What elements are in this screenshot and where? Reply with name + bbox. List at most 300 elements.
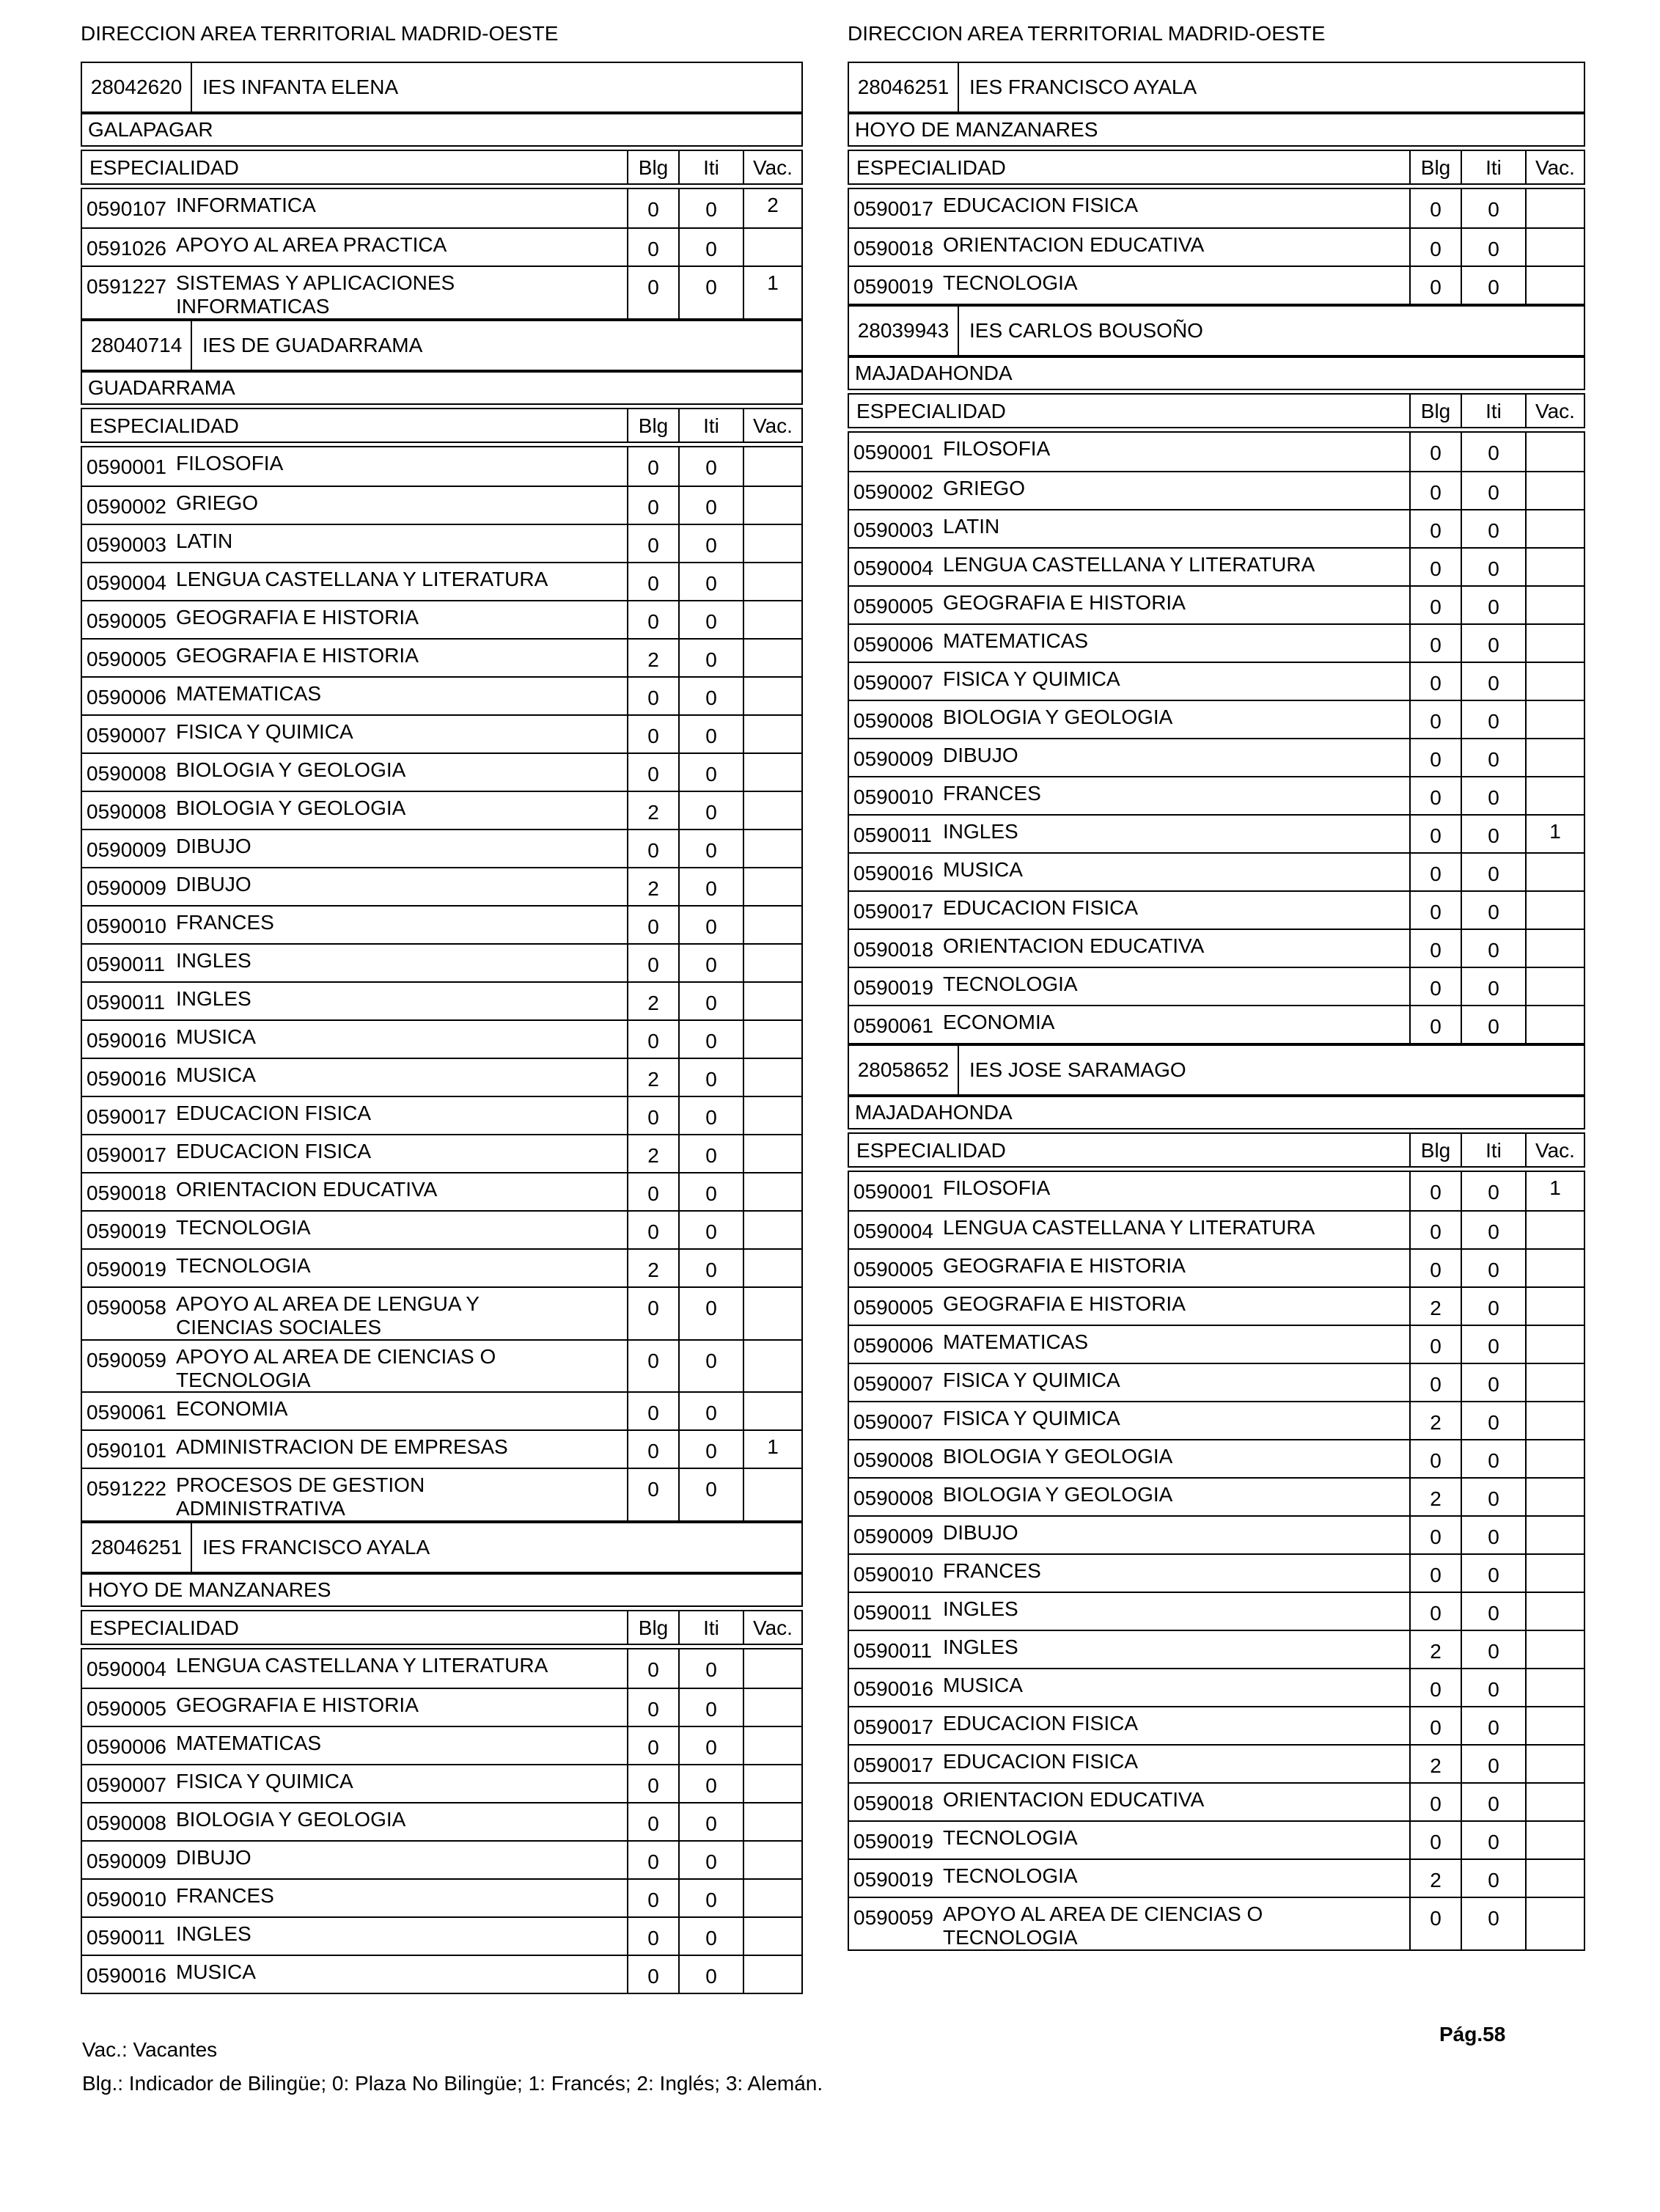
vac-value [1525, 1006, 1584, 1043]
especialidad-code: 0590010 [87, 1888, 167, 1911]
vac-value [1525, 1440, 1584, 1477]
especialidad-label: APOYO AL AREA PRACTICA [176, 233, 447, 256]
table-row [82, 943, 801, 981]
especialidad-code: 0590011 [87, 1926, 165, 1949]
especialidad-cell [82, 792, 627, 829]
vac-value [743, 1393, 801, 1429]
municipality-name: GALAPAGAR [88, 118, 213, 141]
vac-value [743, 1727, 801, 1764]
blg-value: 0 [1409, 472, 1461, 509]
vac-value: 1 [1525, 1172, 1584, 1210]
table-row [82, 638, 801, 676]
especialidad-cell [82, 1212, 627, 1248]
vac-value [743, 525, 801, 562]
school-header-row [848, 305, 1585, 356]
column-header-blg: Blg [1409, 151, 1461, 183]
especialidad-cell [82, 525, 627, 562]
table-row [849, 852, 1584, 890]
especialidad-label: GEOGRAFIA E HISTORIA [943, 1292, 1186, 1315]
especialidad-code: 0590011 [853, 1639, 932, 1662]
school-code: 28042620 [82, 63, 192, 111]
especialidad-code: 0590016 [87, 1066, 167, 1090]
especialidad-code: 0590004 [87, 571, 167, 594]
school-name: IES FRANCISCO AYALA [969, 76, 1197, 98]
iti-value: 0 [678, 1803, 743, 1840]
table-row [849, 700, 1584, 738]
vac-value [1525, 739, 1584, 776]
vac-value [743, 1212, 801, 1248]
especialidad-code: 0590018 [853, 1792, 934, 1814]
blg-value: 0 [627, 1689, 678, 1726]
table-row [82, 1916, 801, 1955]
vac-value [743, 1880, 801, 1916]
vac-value [1525, 1746, 1584, 1782]
especialidad-cell [849, 433, 1409, 471]
especialidad-cell [82, 1431, 627, 1468]
especialidad-code: 0590007 [853, 1410, 934, 1433]
column-header-blg: Blg [1409, 395, 1461, 427]
especialidad-code: 0590018 [853, 237, 934, 260]
blg-value: 0 [1409, 1250, 1461, 1286]
especialidad-cell [849, 1631, 1409, 1668]
table-row [82, 1764, 801, 1802]
school-name: IES FRANCISCO AYALA [202, 1536, 430, 1559]
especialidad-label: FISICA Y QUIMICA [176, 719, 353, 743]
especialidad-code: 0590010 [853, 785, 934, 808]
especialidad-cell [849, 1707, 1409, 1744]
vac-value [1525, 1212, 1584, 1248]
especialidad-label: MATEMATICAS [943, 629, 1089, 652]
iti-value: 0 [678, 754, 743, 791]
iti-value: 0 [1461, 1746, 1525, 1782]
especialidad-label: BIOLOGIA Y GEOLOGIA [176, 758, 406, 781]
especialidad-label: FISICA Y QUIMICA [943, 1407, 1120, 1429]
especialidad-label: ADMINISTRACION DE EMPRESAS [176, 1435, 508, 1459]
especialidad-label: PROCESOS DE GESTION ADMINISTRATIVA [176, 1473, 425, 1520]
table-header-row [848, 150, 1585, 185]
especialidad-label: DIBUJO [943, 1521, 1018, 1544]
especialidad-code: 0590008 [853, 1449, 934, 1471]
especialidad-cell [849, 267, 1409, 304]
school-block [81, 320, 803, 1522]
especialidad-label: APOYO AL AREA DE LENGUA Y CIENCIAS SOCIALES [176, 1292, 480, 1338]
blg-value: 0 [627, 447, 678, 486]
vac-value [1525, 1326, 1584, 1363]
especialidad-label: GEOGRAFIA E HISTORIA [176, 1693, 419, 1717]
iti-value: 0 [1461, 1326, 1525, 1363]
school-block [848, 62, 1585, 305]
especialidad-cell [82, 1727, 627, 1764]
especialidad-label: DIBUJO [176, 872, 251, 896]
especialidad-label: FRANCES [943, 1559, 1041, 1582]
column-header-especialidad: ESPECIALIDAD [856, 1139, 1006, 1162]
vac-value: 1 [743, 1431, 801, 1468]
table-row [849, 1744, 1584, 1782]
column-header-vac: Vac. [743, 1611, 801, 1644]
table-header-row [81, 1610, 803, 1645]
iti-value: 0 [1461, 1669, 1525, 1706]
municipality-name: HOYO DE MANZANARES [88, 1578, 331, 1602]
especialidad-cell [849, 892, 1409, 929]
column-header-blg: Blg [627, 409, 678, 442]
especialidad-label: TECNOLOGIA [943, 1864, 1078, 1887]
blg-value: 0 [627, 1918, 678, 1955]
especialidad-cell [849, 1364, 1409, 1401]
page-title: DIRECCION AREA TERRITORIAL MADRID-OESTE [848, 22, 1326, 45]
especialidad-label: GEOGRAFIA E HISTORIA [176, 643, 419, 667]
especialidad-cell [82, 1097, 627, 1134]
blg-value: 0 [627, 1842, 678, 1878]
especialidad-code: 0590001 [853, 1180, 934, 1203]
vac-value [1525, 1517, 1584, 1553]
school-header-row [848, 1044, 1585, 1096]
iti-value: 0 [1461, 1707, 1525, 1744]
iti-value: 0 [1461, 549, 1525, 585]
blg-value: 0 [627, 945, 678, 981]
table-row [849, 1286, 1584, 1325]
especialidad-code: 0590007 [853, 1372, 934, 1395]
vac-value [1525, 1479, 1584, 1515]
especialidad-code: 0590016 [87, 1028, 167, 1052]
column-header-iti: Iti [678, 151, 743, 183]
table-row [82, 1172, 801, 1210]
table-row [82, 829, 801, 867]
table-row [82, 1878, 801, 1916]
especialidad-label: FISICA Y QUIMICA [943, 1369, 1120, 1391]
blg-value: 2 [1409, 1860, 1461, 1897]
especialidad-code: 0590107 [87, 197, 167, 220]
especialidad-label: MUSICA [176, 1063, 256, 1086]
column-header-vac: Vac. [743, 151, 801, 183]
iti-value: 0 [1461, 1860, 1525, 1897]
table-row [82, 752, 801, 791]
especialidad-cell [849, 1593, 1409, 1630]
iti-value: 0 [678, 1649, 743, 1688]
especialidad-cell [849, 739, 1409, 776]
blg-value: 0 [1409, 1555, 1461, 1592]
especialidad-code: 0590008 [87, 761, 167, 785]
iti-value: 0 [678, 640, 743, 676]
vac-value [1525, 472, 1584, 509]
table-row [849, 1820, 1584, 1858]
especialidad-code: 0590009 [87, 1850, 167, 1873]
especialidad-label: LENGUA CASTELLANA Y LITERATURA [943, 553, 1315, 576]
vac-value [743, 447, 801, 486]
iti-value: 0 [1461, 701, 1525, 738]
table-row [82, 1391, 801, 1429]
especialidad-code: 0590017 [87, 1105, 167, 1128]
school-name: IES INFANTA ELENA [202, 76, 399, 98]
iti-value: 0 [1461, 267, 1525, 304]
vac-value [1525, 892, 1584, 929]
blg-value: 0 [1409, 1364, 1461, 1401]
especialidad-cell [82, 1918, 627, 1955]
especialidad-cell [82, 945, 627, 981]
table-row [82, 1248, 801, 1286]
especialidad-label: TECNOLOGIA [943, 973, 1078, 995]
especialidad-label: APOYO AL AREA DE CIENCIAS O TECNOLOGIA [176, 1344, 496, 1391]
iti-value: 0 [1461, 1402, 1525, 1439]
table-row [849, 1172, 1584, 1210]
vac-value [743, 1956, 801, 1993]
especialidad-cell [82, 1135, 627, 1172]
vac-value [743, 716, 801, 752]
blg-value: 0 [1409, 701, 1461, 738]
especialidad-cell [82, 1842, 627, 1878]
vac-value [1525, 1250, 1584, 1286]
especialidad-code: 0590061 [853, 1014, 934, 1037]
blg-value: 0 [1409, 1517, 1461, 1553]
column-header-iti: Iti [678, 1611, 743, 1644]
vac-value [1525, 930, 1584, 967]
especialidad-cell [849, 1326, 1409, 1363]
vac-value [1525, 189, 1584, 227]
table-row [82, 265, 801, 318]
iti-value: 0 [1461, 930, 1525, 967]
especialidad-code: 0590019 [853, 275, 934, 298]
right-column [848, 22, 1585, 1951]
iti-value: 0 [678, 1469, 743, 1520]
table-row [849, 1630, 1584, 1668]
especialidad-code: 0590011 [853, 824, 932, 846]
municipality-row [81, 371, 803, 405]
table-row [82, 714, 801, 752]
blg-value: 0 [627, 1097, 678, 1134]
especialidad-cell [849, 587, 1409, 623]
table-row [849, 585, 1584, 623]
vac-value [743, 907, 801, 943]
especialidad-code: 0590018 [87, 1181, 167, 1204]
spec-table [848, 1171, 1585, 1951]
blg-value: 0 [1409, 1707, 1461, 1744]
spec-table [848, 188, 1585, 305]
especialidad-cell [849, 549, 1409, 585]
iti-value: 0 [1461, 892, 1525, 929]
blg-value: 0 [627, 1393, 678, 1429]
table-row [82, 524, 801, 562]
municipality-name: GUADARRAMA [88, 376, 235, 399]
page-number: Pág.58 [1439, 2023, 1506, 2046]
iti-value: 0 [1461, 1631, 1525, 1668]
vac-value [1525, 433, 1584, 471]
table-row [849, 1592, 1584, 1630]
especialidad-label: MATEMATICAS [176, 681, 322, 705]
table-row [82, 189, 801, 227]
spec-table [848, 431, 1585, 1044]
table-row [849, 1553, 1584, 1592]
vac-value [743, 1341, 801, 1392]
table-row [82, 1096, 801, 1134]
page-title: DIRECCION AREA TERRITORIAL MADRID-OESTE [81, 22, 559, 45]
especialidad-code: 0591227 [87, 275, 167, 298]
especialidad-code: 0590006 [87, 685, 167, 708]
especialidad-label: LENGUA CASTELLANA Y LITERATURA [176, 567, 548, 590]
iti-value: 0 [678, 716, 743, 752]
iti-value: 0 [1461, 587, 1525, 623]
especialidad-code: 0590017 [853, 1754, 934, 1776]
blg-value: 0 [1409, 433, 1461, 471]
blg-value: 0 [1409, 1006, 1461, 1043]
especialidad-label: INGLES [176, 948, 251, 972]
blg-value: 0 [627, 830, 678, 867]
blg-value: 2 [1409, 1479, 1461, 1515]
especialidad-label: LATIN [943, 515, 1000, 538]
especialidad-cell [849, 1172, 1409, 1210]
especialidad-code: 0590001 [87, 455, 167, 478]
table-row [849, 1401, 1584, 1439]
municipality-row [848, 113, 1585, 147]
table-row [849, 890, 1584, 929]
especialidad-label: MUSICA [943, 1674, 1023, 1696]
especialidad-code: 0590005 [853, 1258, 934, 1281]
blg-value: 2 [627, 983, 678, 1019]
blg-value: 0 [1409, 625, 1461, 662]
vac-value [743, 1469, 801, 1520]
especialidad-cell [82, 189, 627, 227]
iti-value: 0 [1461, 968, 1525, 1005]
especialidad-label: DIBUJO [176, 1846, 251, 1869]
especialidad-cell [849, 472, 1409, 509]
blg-value: 0 [1409, 1593, 1461, 1630]
table-row [82, 1688, 801, 1726]
table-row [849, 1248, 1584, 1286]
especialidad-label: BIOLOGIA Y GEOLOGIA [943, 1445, 1173, 1468]
especialidad-cell [82, 487, 627, 524]
especialidad-code: 0590004 [853, 1220, 934, 1242]
table-row [82, 867, 801, 905]
especialidad-label: FILOSOFIA [943, 1176, 1051, 1199]
school-header-row [81, 320, 803, 371]
table-row [82, 1210, 801, 1248]
especialidad-label: FILOSOFIA [943, 437, 1051, 460]
especialidad-code: 0590018 [853, 938, 934, 961]
table-row [849, 1515, 1584, 1553]
blg-value: 0 [627, 1431, 678, 1468]
blg-value: 0 [1409, 663, 1461, 700]
especialidad-cell [849, 854, 1409, 890]
school-name: IES JOSE SARAMAGO [969, 1058, 1186, 1081]
table-row [82, 1019, 801, 1058]
especialidad-code: 0590010 [87, 914, 167, 937]
iti-value: 0 [1461, 1440, 1525, 1477]
school-name: IES DE GUADARRAMA [202, 333, 423, 356]
especialidad-cell [849, 1212, 1409, 1248]
spec-table [81, 1648, 803, 1994]
blg-value: 0 [627, 1469, 678, 1520]
especialidad-code: 0590016 [853, 1677, 934, 1700]
especialidad-cell [82, 716, 627, 752]
vac-value [743, 1765, 801, 1802]
table-row [82, 1286, 801, 1339]
vac-value [743, 1250, 801, 1286]
iti-value: 0 [678, 792, 743, 829]
especialidad-label: EDUCACION FISICA [176, 1101, 372, 1124]
especialidad-label: LENGUA CASTELLANA Y LITERATURA [943, 1216, 1315, 1239]
iti-value: 0 [678, 868, 743, 905]
especialidad-label: ORIENTACION EDUCATIVA [943, 934, 1205, 957]
column-header-especialidad: ESPECIALIDAD [89, 156, 239, 179]
iti-value: 0 [678, 1059, 743, 1096]
vac-value [743, 1059, 801, 1096]
especialidad-cell [82, 1250, 627, 1286]
spec-table [81, 446, 803, 1522]
column-header-especialidad: ESPECIALIDAD [89, 414, 239, 437]
municipality-name: MAJADAHONDA [855, 1101, 1013, 1124]
blg-value: 0 [1409, 510, 1461, 547]
especialidad-label: INGLES [943, 1597, 1018, 1620]
iti-value: 0 [678, 1135, 743, 1172]
especialidad-label: GRIEGO [176, 491, 259, 514]
table-row [849, 1005, 1584, 1043]
iti-value: 0 [1461, 1288, 1525, 1325]
table-row [849, 1439, 1584, 1477]
especialidad-code: 0590011 [853, 1601, 932, 1624]
left-column [81, 22, 803, 1994]
iti-value: 0 [678, 1173, 743, 1210]
blg-value: 2 [627, 640, 678, 676]
blg-value: 0 [1409, 1898, 1461, 1949]
especialidad-label: MUSICA [176, 1025, 256, 1048]
school-header-row [848, 62, 1585, 113]
especialidad-cell [82, 267, 627, 318]
iti-value: 0 [1461, 1784, 1525, 1820]
especialidad-cell [82, 830, 627, 867]
vac-value [1525, 1707, 1584, 1744]
especialidad-cell [849, 1555, 1409, 1592]
table-row [82, 486, 801, 524]
iti-value: 0 [1461, 1555, 1525, 1592]
especialidad-code: 0590016 [853, 862, 934, 885]
especialidad-code: 0590061 [87, 1401, 167, 1424]
blg-value: 0 [1409, 549, 1461, 585]
iti-value: 0 [678, 447, 743, 486]
iti-value: 0 [1461, 1593, 1525, 1630]
vac-value [1525, 625, 1584, 662]
blg-value: 0 [1409, 777, 1461, 814]
vac-value [743, 945, 801, 981]
blg-value: 0 [1409, 1326, 1461, 1363]
especialidad-cell [849, 1860, 1409, 1897]
table-row [82, 1429, 801, 1468]
especialidad-label: INGLES [943, 820, 1018, 843]
column-header-blg: Blg [627, 1611, 678, 1644]
especialidad-label: BIOLOGIA Y GEOLOGIA [943, 1483, 1173, 1506]
blg-value: 0 [627, 1880, 678, 1916]
especialidad-cell [849, 1479, 1409, 1515]
blg-value: 0 [627, 1173, 678, 1210]
table-row [849, 1668, 1584, 1706]
especialidad-cell [849, 625, 1409, 662]
blg-value: 0 [1409, 968, 1461, 1005]
blg-value: 2 [1409, 1631, 1461, 1668]
blg-value: 0 [1409, 1172, 1461, 1210]
iti-value: 0 [678, 1393, 743, 1429]
especialidad-code: 0590005 [87, 647, 167, 670]
vac-value [1525, 1402, 1584, 1439]
table-row [849, 1363, 1584, 1401]
blg-value: 0 [1409, 739, 1461, 776]
iti-value: 0 [1461, 472, 1525, 509]
school-name: IES CARLOS BOUSOÑO [969, 319, 1203, 342]
table-row [82, 1058, 801, 1096]
table-row [82, 1339, 801, 1392]
blg-value: 0 [627, 1956, 678, 1993]
column-header-vac: Vac. [1525, 151, 1584, 183]
blg-value: 0 [627, 1212, 678, 1248]
vac-value [743, 1689, 801, 1726]
blg-value: 0 [1409, 587, 1461, 623]
especialidad-cell [849, 1822, 1409, 1858]
